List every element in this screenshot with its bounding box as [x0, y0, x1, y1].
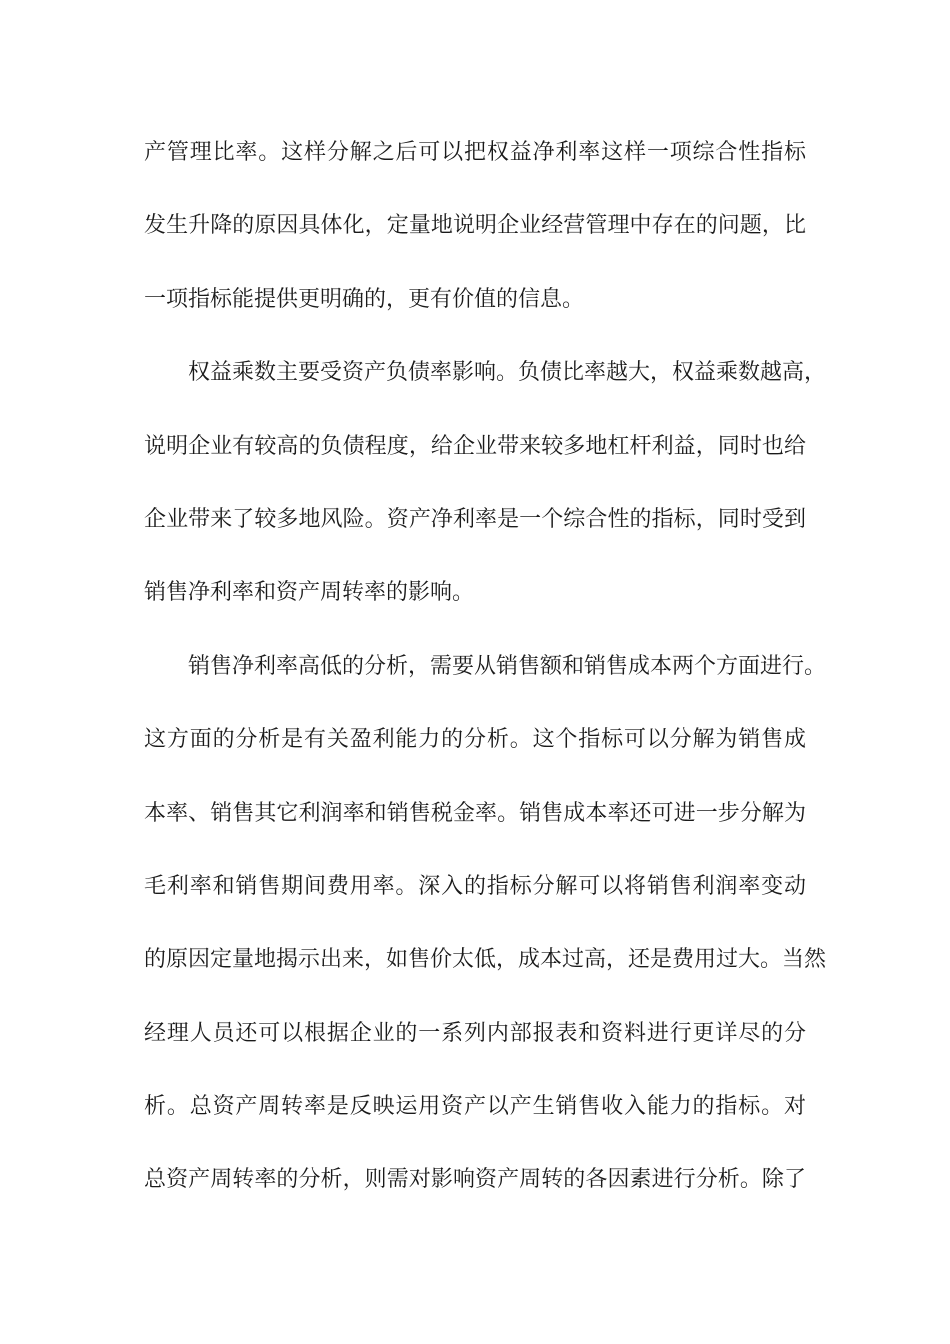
text-line: 毛利率和销售期间费用率。深入的指标分解可以将销售利润率变动 [144, 873, 806, 899]
text-line: 析。总资产周转率是反映运用资产以产生销售收入能力的指标。对 [144, 1094, 806, 1120]
text-line: 本率、销售其它利润率和销售税金率。销售成本率还可进一步分解为 [144, 800, 806, 826]
text-line: 产管理比率。这样分解之后可以把权益净利率这样一项综合性指标 [144, 140, 806, 165]
text-line: 一项指标能提供更明确的，更有价值的信息。 [144, 286, 585, 312]
body-text [144, 126, 827, 1227]
text-line: 企业带来了较多地风险。资产净利率是一个综合性的指标，同时受到 [144, 506, 806, 532]
text-line: 权益乘数主要受资产负债率影响。负债比率越大，权益乘数越高， [188, 360, 827, 386]
text-line: 销售净利率和资产周转率的影响。 [144, 580, 475, 606]
text-line: 总资产周转率的分析，则需对影响资产周转的各因素进行分析。除了 [144, 1167, 806, 1193]
text-line: 这方面的分析是有关盈利能力的分析。这个指标可以分解为销售成 [144, 727, 806, 753]
text-line: 的原因定量地揭示出来，如售价太低，成本过高，还是费用过大。当然 [144, 947, 827, 973]
text-line: 销售净利率高低的分析，需要从销售额和销售成本两个方面进行。 [188, 653, 827, 679]
text-line: 经理人员还可以根据企业的一系列内部报表和资料进行更详尽的分 [144, 1020, 806, 1046]
text-line: 发生升降的原因具体化，定量地说明企业经营管理中存在的问题，比 [144, 213, 806, 239]
text-line: 说明企业有较高的负债程度，给企业带来较多地杠杆利益，同时也给 [144, 433, 806, 459]
